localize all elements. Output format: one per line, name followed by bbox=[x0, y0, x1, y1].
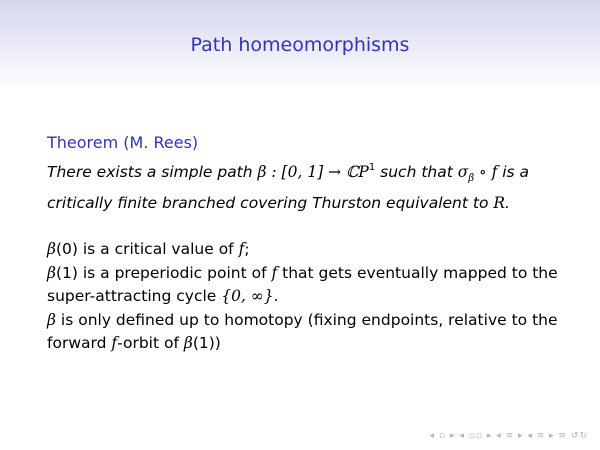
body-text-span: -orbit of bbox=[117, 334, 184, 352]
body-line-1 bbox=[47, 238, 567, 262]
theorem-text: is a bbox=[497, 163, 530, 181]
body-text-span: (0) is a critical value of bbox=[55, 240, 239, 258]
math-R: R bbox=[493, 194, 506, 212]
math-f: f bbox=[238, 240, 245, 258]
frame-header bbox=[0, 0, 600, 90]
body-text-span: that gets eventually mapped to the bbox=[277, 263, 558, 282]
body-text-span: forward bbox=[47, 334, 112, 352]
theorem-statement bbox=[47, 156, 567, 215]
beamer-navigation-icons[interactable]: ◂ ▫ ▸ ◂ ▫▫ ▸ ◂ ≡ ▸ ◂ ≡ ▸ ≡ ↺↻ bbox=[429, 431, 588, 441]
body-line-3 bbox=[47, 285, 567, 309]
theorem-title: Theorem (M. Rees) bbox=[47, 133, 199, 152]
math-compose: ∘ bbox=[474, 163, 492, 181]
math-f: f bbox=[271, 263, 278, 282]
body-text-span: . bbox=[273, 287, 279, 305]
body-text-span: is only defined up to homotopy (fixing endpoints, relative to the bbox=[55, 310, 558, 329]
body-text-span: (1)) bbox=[192, 334, 221, 352]
body-text bbox=[47, 238, 567, 356]
math-beta: β bbox=[257, 163, 267, 181]
frame-title: Path homeomorphisms bbox=[190, 34, 410, 56]
math-set: {0, ∞} bbox=[221, 287, 274, 305]
body-line-4 bbox=[47, 309, 567, 333]
math-superscript: 1 bbox=[368, 162, 376, 173]
math-f: f bbox=[111, 334, 118, 352]
body-line-5 bbox=[47, 332, 567, 356]
body-text-span: super-attracting cycle bbox=[47, 287, 222, 305]
body-line-2 bbox=[47, 262, 567, 286]
body-text-span: ; bbox=[244, 240, 250, 258]
math-beta: β bbox=[47, 310, 56, 329]
theorem-text: critically finite branched covering Thurston equivalent to bbox=[47, 194, 494, 212]
math-beta: β bbox=[183, 334, 193, 352]
math-beta: β bbox=[47, 263, 56, 282]
math-map: : [0, 1] → ℂP bbox=[266, 163, 369, 181]
math-subscript: β bbox=[468, 173, 475, 184]
theorem-text: . bbox=[505, 194, 510, 212]
math-sigma: σ bbox=[457, 163, 469, 181]
math-f: f bbox=[491, 163, 498, 181]
body-text-span: (1) is a preperiodic point of bbox=[55, 263, 272, 282]
math-beta: β bbox=[47, 240, 56, 258]
theorem-block bbox=[47, 132, 567, 215]
theorem-text: There exists a simple path bbox=[47, 163, 258, 181]
theorem-text: such that bbox=[375, 163, 458, 181]
